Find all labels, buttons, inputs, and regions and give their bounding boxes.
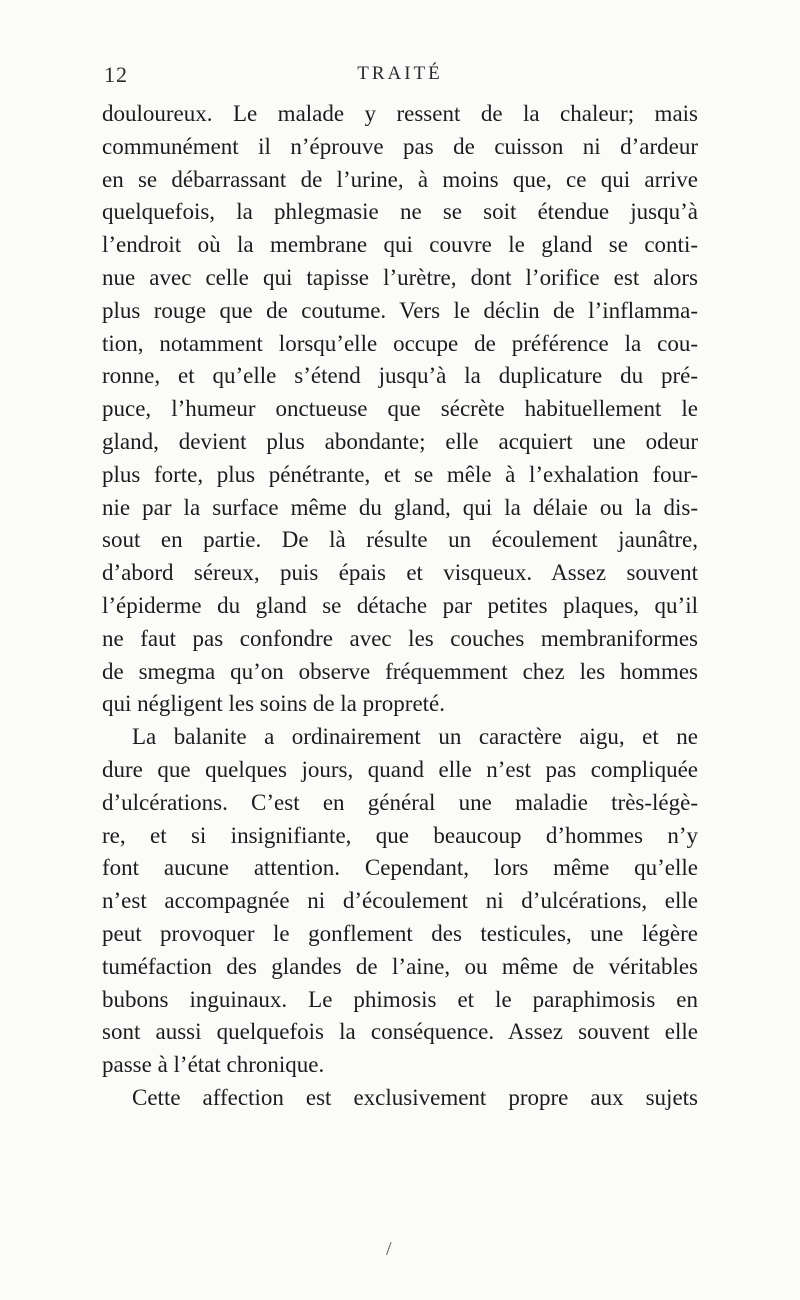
- text-line: sout en partie. De là résulte un écoulement jaunâtre,: [102, 527, 698, 553]
- text-line: dure que quelques jours, quand elle n’est pas compliquée: [102, 756, 698, 782]
- text-line: nue avec celle qui tapisse l’urètre, dont l’orifice est alors: [102, 264, 698, 290]
- text-line: quelquefois, la phlegmasie ne se soit étendue jusqu’à: [102, 199, 698, 225]
- text-line: n’est accompagnée ni d’écoulement ni d’ulcérations, elle: [102, 888, 698, 914]
- page-header: [102, 62, 698, 92]
- text-line: plus forte, plus pénétrante, et se mêle à l’exhalation four-: [102, 461, 698, 487]
- text-line: peut provoquer le gonflement des testicules, une légère: [102, 920, 698, 946]
- text-line: de smegma qu’on observe fréquemment chez les hommes: [102, 658, 698, 684]
- text-line: communément il n’éprouve pas de cuisson ni d’ardeur: [102, 133, 698, 159]
- text-line: nie par la surface même du gland, qui la délaie ou la dis-: [102, 494, 698, 520]
- text-line: douloureux. Le malade y ressent de la chaleur; mais: [102, 101, 698, 126]
- text-line: tuméfaction des glandes de l’aine, ou même de véritables: [102, 953, 698, 979]
- text-line: sont aussi quelquefois la conséquence. Assez souvent elle: [102, 1019, 698, 1045]
- page-number: 12: [104, 62, 128, 87]
- text-line: l’épiderme du gland se détache par petites plaques, qu’il: [102, 592, 698, 618]
- footer-mark: /: [386, 1238, 392, 1260]
- text-line: l’endroit où la membrane qui couvre le gland se conti-: [102, 232, 698, 258]
- paragraph-end-line: qui négligent les soins de la propreté.: [102, 691, 446, 717]
- text-line: gland, devient plus abondante; elle acquiert une odeur: [102, 428, 698, 454]
- text-line: d’abord séreux, puis épais et visqueux. Assez souvent: [102, 560, 698, 586]
- text-line: puce, l’humeur onctueuse que sécrète habituellement le: [102, 396, 698, 422]
- paragraph-start-line: La balanite a ordinairement un caractère aigu, et ne: [132, 724, 698, 750]
- text-line: d’ulcérations. C’est en général une maladie très-légè-: [102, 789, 698, 815]
- text-line: ronne, et qu’elle s’étend jusqu’à la duplicature du pré-: [102, 363, 698, 389]
- paragraph-start-line: Cette affection est exclusivement propre aux sujets: [132, 1084, 698, 1110]
- text-line: bubons inguinaux. Le phimosis et le paraphimosis en: [102, 986, 698, 1012]
- body-text: [102, 98, 698, 1115]
- running-title: TRAITÉ: [357, 63, 443, 84]
- text-line: font aucune attention. Cependant, lors même qu’elle: [102, 855, 698, 881]
- text-line: tion, notamment lorsqu’elle occupe de préférence la cou-: [102, 330, 698, 356]
- text-line: ne faut pas confondre avec les couches membraniformes: [102, 625, 698, 651]
- text-line: en se débarrassant de l’urine, à moins que, ce qui arrive: [102, 166, 698, 192]
- paragraph-end-line: passe à l’état chronique.: [102, 1052, 325, 1078]
- text-line: plus rouge que de coutume. Vers le déclin de l’inflamma-: [102, 297, 698, 323]
- text-line: re, et si insignifiante, que beaucoup d’hommes n’y: [102, 822, 698, 848]
